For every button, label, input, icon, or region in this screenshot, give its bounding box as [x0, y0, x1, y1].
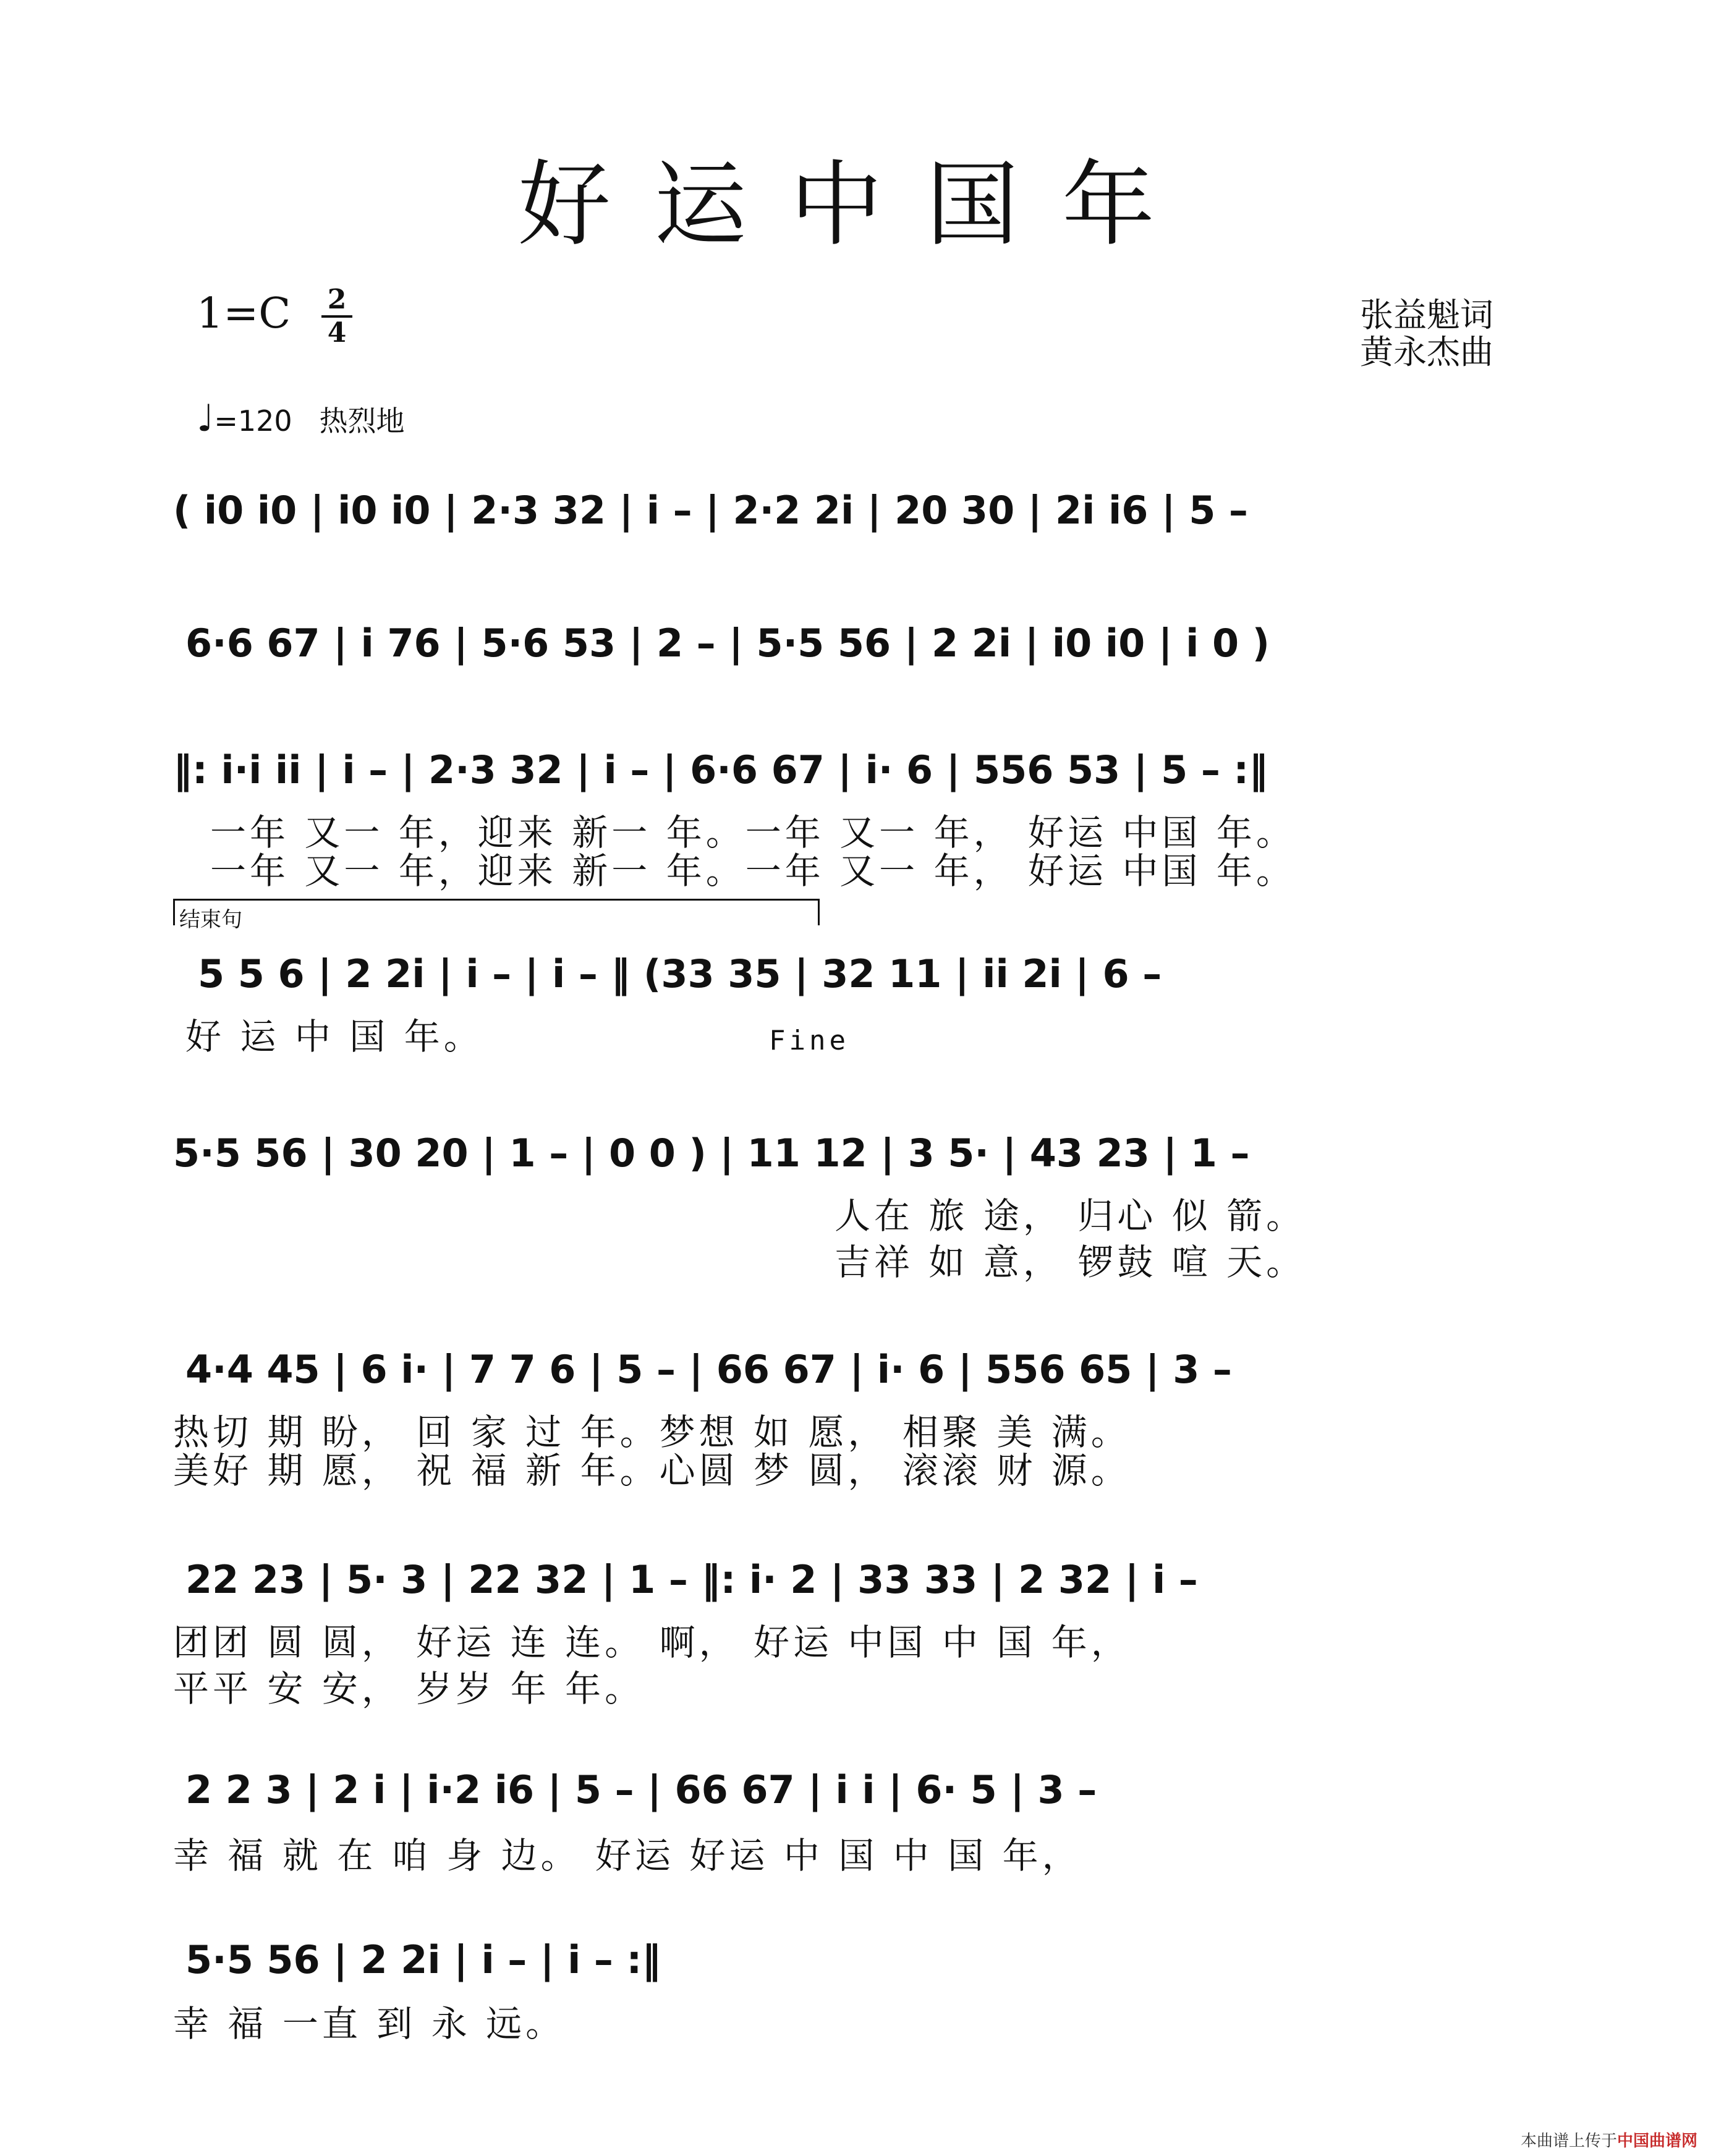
- lyric-verse-2: 平平 安 安， 岁岁 年 年。: [173, 1668, 645, 1710]
- notation-line: 4·4 45 | 6 i· | 7 7 6 | 5 – | 66 67 | i· 6 | 556 65 | 3 –: [185, 1346, 1232, 1392]
- ending-label: 结束句: [179, 907, 242, 932]
- key-signature: 1=C: [197, 289, 291, 338]
- lyric-verse-1: 团团 圆 圆， 好运 连 连。 啊， 好运 中国 中 国 年，: [173, 1621, 1131, 1663]
- watermark-text: 本曲谱上传于: [1520, 2132, 1617, 2150]
- score-row: [173, 1335, 1558, 1492]
- score-row: [173, 1119, 1558, 1283]
- score-row: [173, 1755, 1558, 1877]
- fine-marking: Fine: [769, 1025, 849, 1056]
- notation-line: 22 23 | 5· 3 | 22 32 | 1 – ‖: i· 2 | 33 33 | 2 32 | i –: [185, 1556, 1198, 1602]
- notation-line: 5·5 56 | 30 20 | 1 – | 0 0 ) | 11 12 | 3 5· | 43 23 | 1 –: [173, 1130, 1250, 1176]
- lyric-verse-2: 吉祥 如 意， 锣鼓 喧 天。: [835, 1241, 1306, 1283]
- credits: [1360, 297, 1493, 371]
- score-row: [173, 907, 1558, 1058]
- tempo-expression: 热烈地: [319, 404, 405, 438]
- quarter-note-icon: ♩: [197, 397, 214, 440]
- notation-line: 5 5 6 | 2 2i | i – | i – ‖ (33 35 | 32 11 | ii 2i | 6 –: [198, 951, 1162, 996]
- tempo-value: =120: [214, 404, 292, 438]
- lyric-verse-1: 一年 又一 年，迎来 新一 年。一年 又一 年， 好运 中国 年。: [210, 812, 1296, 854]
- score-row: [173, 1545, 1558, 1710]
- notation-line: ( i0 i0 | i0 i0 | 2·3 32 | i – | 2·2 2i | 20 30 | 2i i6 | 5 –: [173, 487, 1248, 533]
- time-signature-bottom: 4: [327, 317, 347, 349]
- score-row: [173, 476, 1558, 544]
- site-watermark: [1521, 2128, 1697, 2151]
- notation-line: 5·5 56 | 2 2i | i – | i – :‖: [185, 1937, 661, 1982]
- time-signature: [321, 286, 352, 347]
- lyric-verse-1: 人在 旅 途， 归心 似 箭。: [835, 1195, 1306, 1237]
- watermark-brand: 中国曲谱网: [1616, 2132, 1697, 2150]
- lyric-verse-1: 热切 期 盼， 回 家 过 年。梦想 如 愿， 相聚 美 满。: [173, 1411, 1131, 1453]
- score-row: [173, 609, 1558, 677]
- lyricist: 张益魁词: [1360, 295, 1493, 334]
- time-signature-top: 2: [327, 284, 347, 315]
- notation-line: ‖: i·i ii | i – | 2·3 32 | i – | 6·6 67 | i· 6 | 556 53 | 5 – :‖: [173, 747, 1268, 792]
- notation-line: 2 2 3 | 2 i | i·2 i6 | 5 – | 66 67 | i i | 6· 5 | 3 –: [185, 1767, 1097, 1812]
- notation-line: 6·6 67 | i 76 | 5·6 53 | 2 – | 5·5 56 | 2 2i | i0 i0 | i 0 ): [185, 620, 1270, 666]
- score-row: [173, 736, 1558, 892]
- score-row: [173, 1925, 1558, 2045]
- composer: 黄永杰曲: [1360, 333, 1493, 371]
- lyric-verse-1: 幸 福 一直 到 永 远。: [173, 2003, 566, 2045]
- lyric-verse-1: 幸 福 就 在 咱 身 边。 好运 好运 中 国 中 国 年，: [173, 1835, 1082, 1877]
- ending-bracket: [173, 899, 820, 925]
- lyric-verse-2: 一年 又一 年，迎来 新一 年。一年 又一 年， 好运 中国 年。: [210, 850, 1296, 892]
- page-title: 好运中国年: [517, 151, 1198, 259]
- tempo-marking: [197, 397, 405, 440]
- lyric-verse-2: 美好 期 愿， 祝 福 新 年。心圆 梦 圆， 滚滚 财 源。: [173, 1449, 1131, 1492]
- lyric-verse-1: 好 运 中 国 年。: [185, 1016, 483, 1058]
